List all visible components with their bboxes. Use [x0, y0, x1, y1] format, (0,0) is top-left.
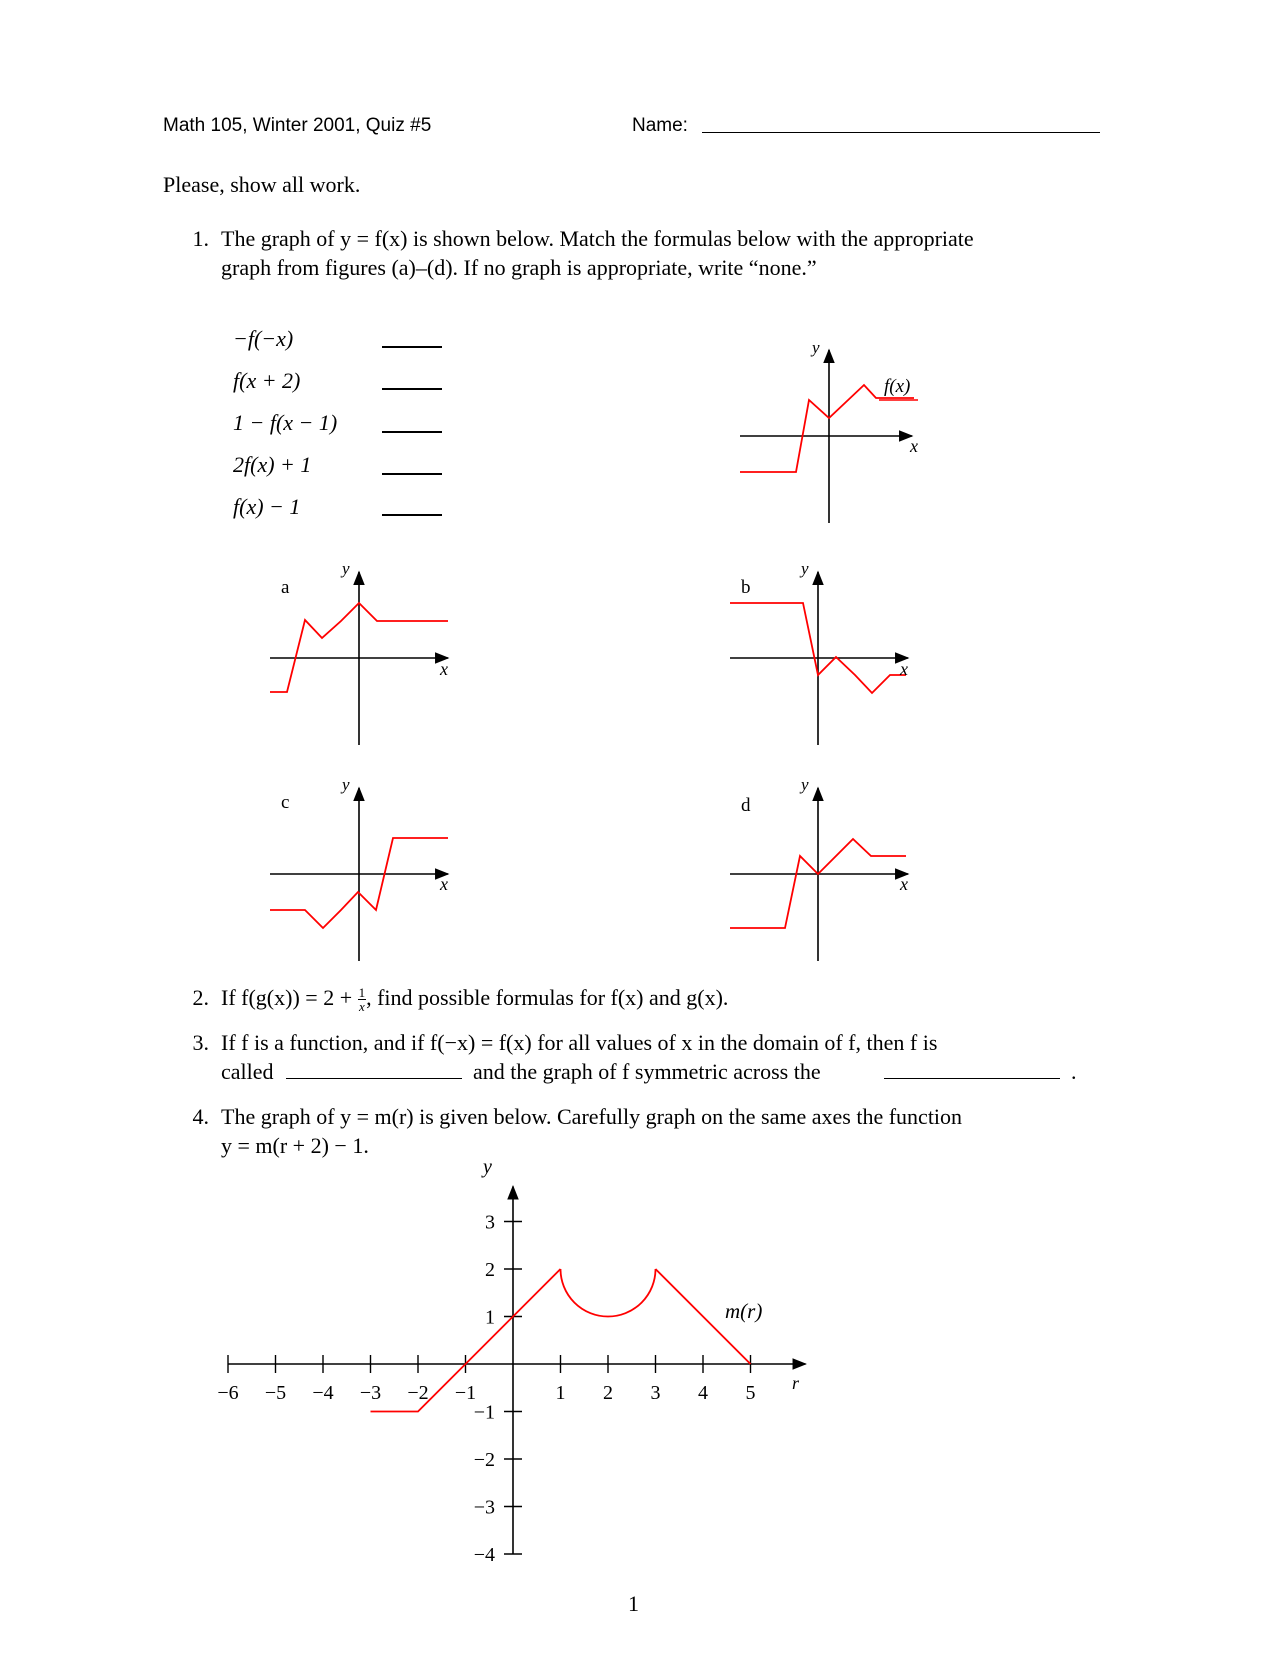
fx-y-label: y [812, 338, 820, 357]
svg-text:x: x [900, 659, 908, 679]
m-chart-axes [228, 1187, 806, 1555]
m-y-tick-label: 1 [485, 1306, 495, 1329]
fx-x-label: x [910, 436, 918, 456]
fx-curve-label: f(x) [884, 376, 911, 397]
graph-d [730, 775, 908, 961]
q3-called: called [221, 1059, 274, 1084]
m-x-tick-label: −3 [359, 1382, 382, 1404]
svg-text:y: y [801, 559, 809, 578]
svg-text:y: y [801, 775, 809, 794]
q1-line2: graph from figures (a)–(d). If no graph is appropriate, write “none.” [221, 255, 817, 280]
m-y-tick-label: −4 [473, 1544, 495, 1566]
graph-a [270, 559, 448, 745]
graph-b [730, 559, 908, 745]
q1-number: 1. [192, 226, 209, 251]
m-x-tick-label: 3 [650, 1382, 661, 1404]
q1-line1: The graph of y = f(x) is shown below. Match the formulas below with the appropriate [221, 226, 974, 251]
m-r-chart [0, 1150, 1280, 1570]
formula-neg-f-neg-x: −f(−x) [233, 326, 294, 351]
svg-text:y: y [342, 559, 350, 578]
formula-f-x-plus-2: f(x + 2) [233, 368, 301, 393]
q3-line1: If f is a function, and if f(−x) = f(x) for all values of x in the domain of f, then f is [221, 1030, 938, 1055]
graph-b-label: b [741, 577, 751, 598]
svg-text:x: x [440, 874, 448, 894]
m-x-tick-label: −4 [312, 1382, 334, 1404]
svg-text:x: x [900, 874, 908, 894]
formula-f-x-minus-1: f(x) − 1 [233, 494, 301, 519]
m-y-tick-label: 3 [485, 1211, 495, 1234]
q2-fraction [358, 986, 367, 1013]
m-x-tick-label: −5 [264, 1382, 287, 1404]
m-x-axis-label: r [792, 1373, 800, 1393]
instructions: Please, show all work. [163, 172, 361, 197]
formula-1-minus-f-x-minus-1: 1 − f(x − 1) [233, 410, 338, 435]
page-number: 1 [628, 1591, 639, 1616]
q2-text-after: , find possible formulas for f(x) and g(x). [366, 985, 729, 1010]
q2-frac-num: 1 [358, 985, 366, 1000]
q4-number: 4. [192, 1104, 209, 1129]
quiz-title: Math 105, Winter 2001, Quiz #5 [163, 115, 432, 136]
m-y-tick-label: −3 [473, 1496, 495, 1519]
svg-text:x: x [440, 659, 448, 679]
svg-text:y: y [342, 775, 350, 794]
fx-reference-graph [740, 338, 918, 523]
formula-2f-x-plus-1: 2f(x) + 1 [233, 452, 312, 477]
q2-number: 2. [192, 985, 209, 1010]
m-x-tick-label: 1 [555, 1382, 566, 1404]
m-x-tick-label: −6 [217, 1382, 239, 1404]
q4-line2: y = m(r + 2) − 1. [221, 1133, 369, 1158]
name-label: Name: [632, 115, 688, 136]
q2-text-before: If f(g(x)) = 2 + [221, 985, 358, 1010]
m-x-tick-label: −1 [454, 1382, 477, 1404]
m-x-tick-label: −2 [407, 1382, 429, 1404]
graph-c-label: c [281, 792, 290, 813]
m-series-label: m(r) [725, 1299, 763, 1323]
m-y-axis-label: y [483, 1156, 492, 1178]
q2-text [221, 983, 728, 1013]
q2-frac-den: x [358, 999, 365, 1014]
m-y-tick-label: 2 [485, 1259, 495, 1281]
m-x-tick-label: 2 [603, 1382, 613, 1404]
q3-middle: and the graph of f symmetric across the [473, 1059, 821, 1084]
q3-number: 3. [192, 1030, 209, 1055]
fx-curve [740, 385, 914, 472]
m-curve-semicircle [561, 1269, 656, 1317]
m-y-tick-label: −1 [473, 1401, 495, 1424]
q3-end: . [1071, 1059, 1077, 1084]
q4-line1: The graph of y = m(r) is given below. Carefully graph on the same axes the function [221, 1104, 963, 1129]
q3-blank-2[interactable] [884, 1078, 1060, 1079]
m-y-tick-label: −2 [473, 1449, 495, 1471]
m-x-tick-label: 4 [698, 1382, 708, 1404]
graph-a-label: a [281, 577, 290, 598]
graph-d-label: d [741, 795, 751, 816]
m-x-tick-label: 5 [745, 1382, 756, 1404]
m-chart-ticks [217, 1212, 755, 1567]
graph-c [270, 775, 448, 961]
q3-blank-1[interactable] [286, 1078, 462, 1079]
